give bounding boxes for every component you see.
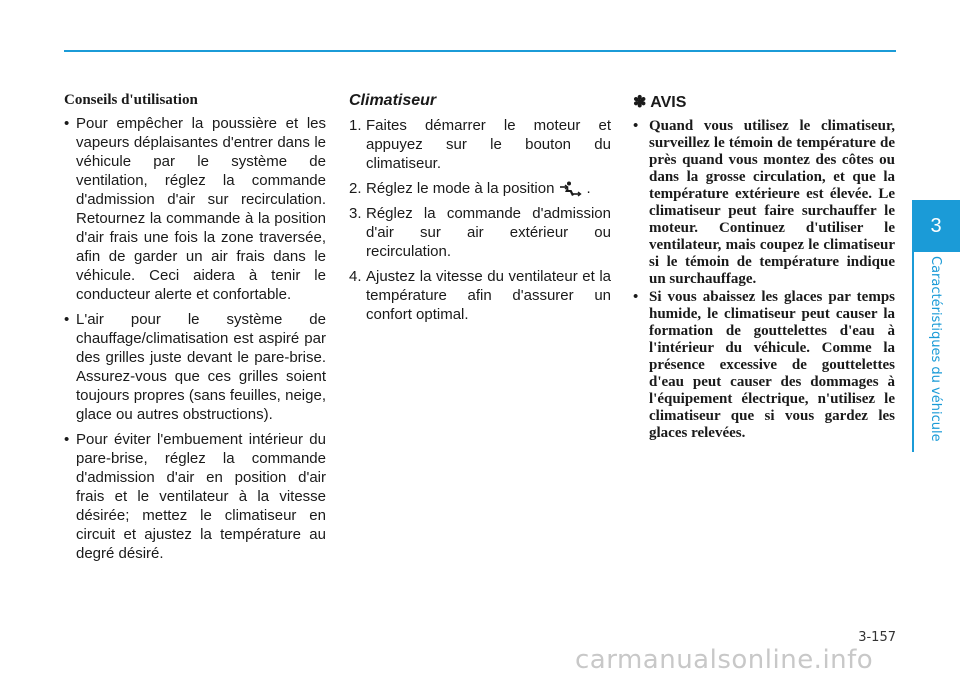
tips-heading: Conseils d'utilisation — [64, 92, 198, 108]
list-item: 3. Réglez la commande d'admission d'air sur air extérieur ou recirculation. — [349, 205, 611, 260]
notice-star-icon: ✽ — [633, 94, 647, 111]
list-item: • Pour éviter l'embuement intérieur du pare-brise, réglez la commande d'admission d'air en position d'air frais et le ventilateur à la vitesse désirée; mettez le climatiseur en circuit et ajustez la température au degré désiré. — [64, 431, 326, 562]
bullet-icon: • — [64, 431, 70, 448]
steps-list — [349, 116, 611, 324]
list-item: • Pour empêcher la poussière et les vapeurs déplaisantes d'entrer dans le véhicule par le système de ventilation, réglez la commande d'admission d'air sur recirculation. Retournez la commande à la position d'air frais une fois la zone traversée, afin de garder un air frais dans le véhicule. Ceci aidera à tenir le conducteur alerte et confortable. — [64, 115, 326, 303]
bullet-icon: • — [633, 118, 639, 134]
list-item: 4. Ajustez la vitesse du ventilateur et la température afin d'assurer un confort optimal. — [349, 268, 611, 323]
watermark: carmanualsonline.info — [575, 645, 874, 675]
chapter-title: Caractéristiques du véhicule — [928, 256, 943, 442]
list-item: • Si vous abaissez les glaces par temps humide, le climatiseur peut causer la formation de gouttelettes d'eau à l'intérieur du véhicule. Comme la présence excessive de gouttelettes d'eau peut causer des dommages à l'équipement électrique, n'utilisez le climatiseur que si vous gardez les glaces relevées. — [633, 289, 895, 441]
chapter-rule — [912, 252, 914, 452]
tips-list — [64, 114, 326, 563]
avis-list — [633, 118, 895, 442]
list-item: • L'air pour le système de chauffage/climatisation est aspiré par des grilles juste devant le pare-brise. Assurez-vous que ces grilles soient toujours propres (sans feuilles, neige, glace ou autres obstructions). — [64, 311, 326, 423]
bullet-icon: • — [633, 289, 639, 305]
column-tips — [64, 92, 326, 569]
avis-heading: ✽ AVIS — [633, 94, 687, 111]
list-item: • Quand vous utilisez le climatiseur, surveillez le témoin de température de près quand vous montez des côtes ou dans la grosse circulation, et que la température extérieure est élevée. Le climatiseur peut faire surchauffer le moteur. Continuez d'utiliser le ventilateur, mais coupez le climatiseur si le témoin de température indique un surchauffage. — [633, 118, 895, 287]
list-item: 2. Réglez le mode à la position . — [349, 180, 591, 197]
chapter-number: 3 — [930, 214, 942, 237]
column-avis — [633, 92, 895, 443]
vent-mode-icon — [558, 181, 582, 197]
chapter-tab — [912, 200, 960, 252]
page-number: 3-157 — [858, 630, 896, 645]
column-climatiseur — [349, 92, 611, 330]
list-item: 1. Faites démarrer le moteur et appuyez sur le bouton du climatiseur. — [349, 117, 611, 172]
top-rule — [64, 50, 896, 52]
climatiseur-heading: Climatiseur — [349, 92, 437, 109]
bullet-icon: • — [64, 311, 70, 328]
bullet-icon: • — [64, 115, 70, 132]
